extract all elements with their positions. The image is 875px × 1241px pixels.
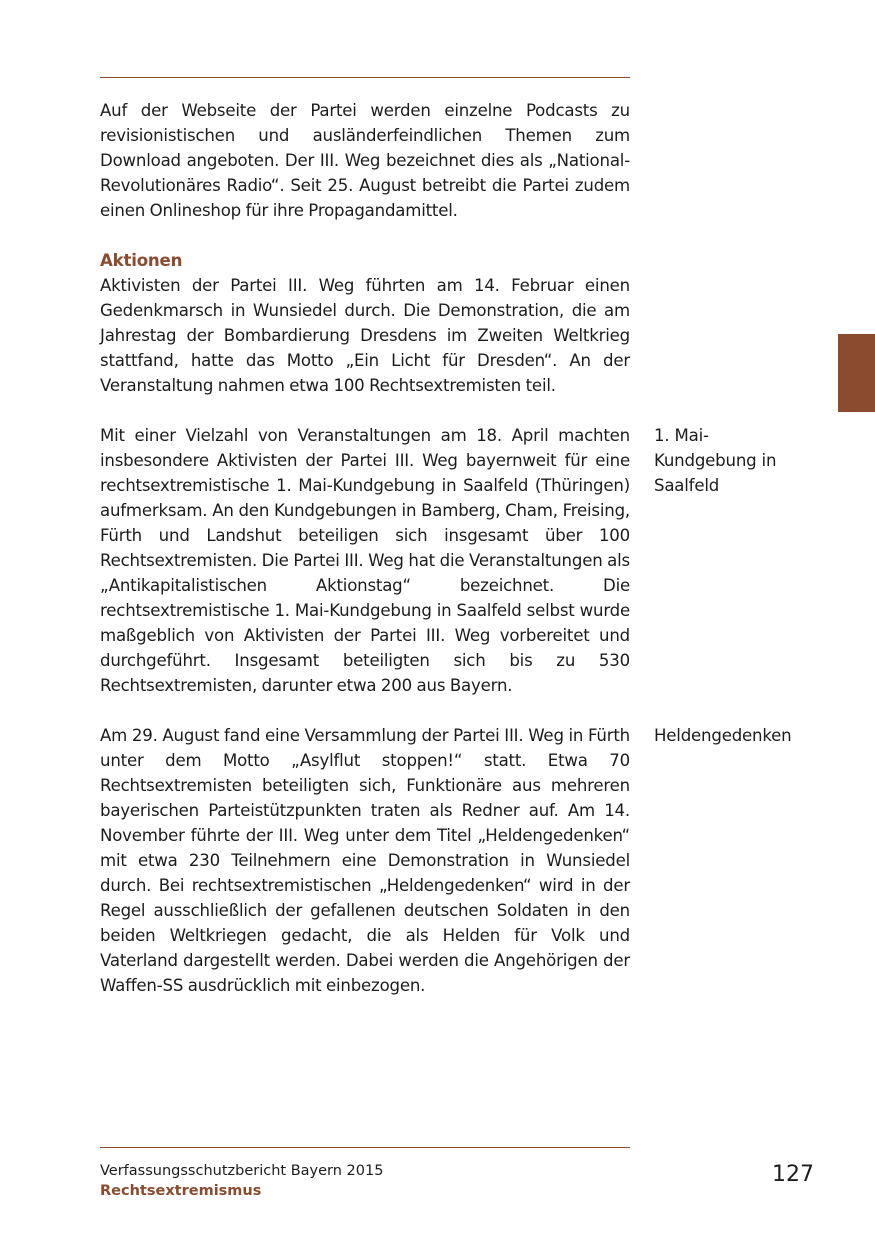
footer-publication-title: Verfassungsschutzbericht Bayern 2015	[100, 1163, 384, 1179]
paragraph-heldengedenken: Am 29. August fand eine Versammlung der Partei III. Weg in Fürth unter dem Motto „Asylflut stoppen!“ statt. Etwa 70 Rechtsextremisten beteiligten sich, Funktionäre aus mehreren bayerischen Parteistützpunkten traten als Redner auf. Am 14. November führte der III. Weg unter dem Titel „Heldengedenken“ mit etwa 230 Teilnehmern eine Demonstration in Wunsiedel durch. Bei rechtsextremistischen „Heldengedenken“ wird in der Regel ausschließlich der gefallenen deutschen Soldaten in den beiden Weltkriegen gedacht, die als Helden für Volk und Vaterland dargestellt werden. Dabei werden die Angehörigen der Waffen-SS ausdrücklich mit einbezogen.	[100, 726, 630, 995]
margin-note-heldengedenken: Heldengedenken	[654, 726, 792, 745]
page-number: 127	[772, 1162, 814, 1187]
top-rule	[100, 77, 630, 78]
paragraph-mai-kundgebung: Mit einer Vielzahl von Veranstaltungen am 18. April machten insbesondere Aktivisten der Partei III. Weg bayernweit für eine rechtsextremistische 1. Mai-Kundgebung in Saalfeld (Thüringen) aufmerksam. An den Kundgebungen in Bamberg, Cham, Freising, Fürth und Landshut beteiligen sich insgesamt über 100 Rechtsextremisten. Die Partei III. Weg hat die Veranstaltungen als „Antikapitalistischen Aktionstag“ bezeichnet. Die rechtsextremistische 1. Mai-Kundgebung in Saalfeld selbst wurde maßgeblich von Aktivisten der Partei III. Weg vorbereitet und durchgeführt. Insgesamt beteiligten sich bis zu 530 Rechtsextremisten, darunter etwa 200 aus Bayern.	[100, 426, 630, 695]
paragraph-gedenkmarsch: Aktivisten der Partei III. Weg führten am 14. Februar einen Gedenkmarsch in Wunsiedel durch. Die Demonstration, die am Jahrestag der Bombardierung Dresdens im Zweiten Weltkrieg stattfand, hatte das Motto „Ein Licht für Dresden“. An der Veranstaltung nahmen etwa 100 Rechtsextremisten teil.	[100, 276, 630, 395]
chapter-thumb-tab	[838, 334, 875, 412]
margin-note-mai-kundgebung: 1. Mai-Kundgebung in Saalfeld	[654, 426, 777, 495]
section-heading-aktionen: Aktionen	[100, 251, 183, 270]
paragraph-podcasts: Auf der Webseite der Partei werden einzelne Podcasts zu revisionistischen und ausländerfeindlichen Themen zum Download angeboten. Der III. Weg bezeichnet dies als „National-Revolutionäres Radio“. Seit 25. August betreibt die Partei zudem einen Onlineshop für ihre Propagandamittel.	[100, 101, 630, 220]
footer-section-name: Rechtsextremismus	[100, 1183, 262, 1199]
bottom-rule	[100, 1147, 630, 1148]
main-text-column	[100, 98, 630, 1023]
